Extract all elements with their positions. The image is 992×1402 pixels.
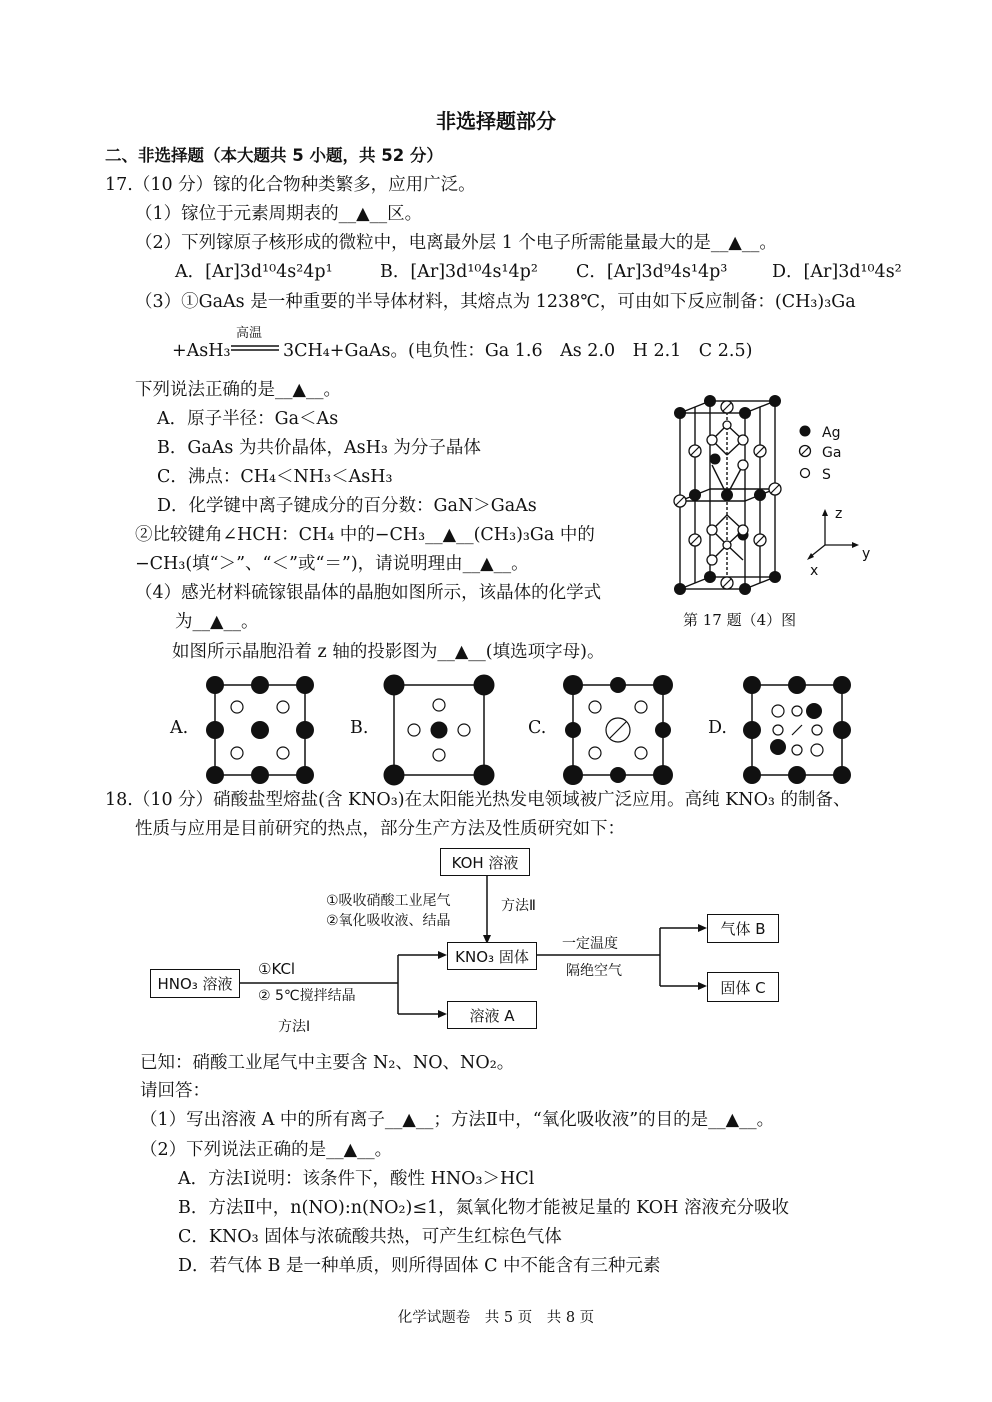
flow-solution-a-box: 溶液 A xyxy=(447,1001,537,1029)
q17-equation-right: 3CH₄+GaAs。(电负性：Ga 1.6 As 2.0 H 2.1 C 2.5) xyxy=(283,341,753,361)
q17-p2-option-d: D．[Ar]3d¹⁰4s² xyxy=(772,262,902,282)
q17-stem: 17.（10 分）镓的化合物种类繁多，应用广泛。 xyxy=(105,175,476,195)
q17-p3-option-a: A．原子半径：Ga＜As xyxy=(157,409,339,429)
q17-part2: （2）下列镓原子核形成的微粒中，电离最外层 1 个电子所需能量最大的是__▲__。 xyxy=(135,233,777,253)
q17-part4-formula: 为__▲__。 xyxy=(175,612,259,632)
proj-option-d-letter: D. xyxy=(708,718,727,738)
q18-p2-option-a: A．方法Ⅰ说明：该条件下，酸性 HNO₃＞HCl xyxy=(178,1169,535,1189)
flow-hno3-box: HNO₃ 溶液 xyxy=(150,969,240,998)
q17-p3-option-c: C．沸点：CH₄＜NH₃＜AsH₃ xyxy=(157,467,393,487)
flow-step-absorb: ①吸收硝酸工业尾气 xyxy=(326,893,451,909)
flow-kno3-box: KNO₃ 固体 xyxy=(447,942,537,970)
flow-crystallize: ② 5℃搅拌结晶 xyxy=(258,988,356,1004)
q18-part1: （1）写出溶液 A 中的所有离子__▲__；方法Ⅱ中，“氧化吸收液”的目的是__▲__。 xyxy=(140,1110,775,1130)
flow-method-1: 方法Ⅰ xyxy=(278,1019,311,1035)
q18-known: 已知：硝酸工业尾气中主要含 N₂、NO、NO₂。 xyxy=(140,1053,515,1073)
q17-p2-option-c: C．[Ar]3d⁹4s¹4p³ xyxy=(576,262,728,282)
q18-answer-prompt: 请回答： xyxy=(140,1081,210,1101)
q17-part3-bond-angle-cont: −CH₃(填“＞”、“＜”或“＝”)，请说明理由__▲__。 xyxy=(135,554,529,574)
flow-koh-box: KOH 溶液 xyxy=(440,848,530,876)
proj-option-a-letter: A. xyxy=(170,718,189,738)
axis-y-label: y xyxy=(862,546,871,562)
q17-p2-option-a: A．[Ar]3d¹⁰4s²4p¹ xyxy=(175,262,333,282)
q18-p2-option-b: B．方法Ⅱ中，n(NO):n(NO₂)≤1，氮氧化物才能被足量的 KOH 溶液充分吸收 xyxy=(178,1198,789,1218)
flow-solid-c-box: 固体 C xyxy=(707,972,779,1002)
q18-p2-option-d: D．若气体 B 是一种单质，则所得固体 C 中不能含有三种元素 xyxy=(178,1256,661,1276)
q17-part3-intro: （3）①GaAs 是一种重要的半导体材料，其熔点为 1238℃，可由如下反应制备：(CH₃)₃Ga xyxy=(135,292,856,312)
q17-part3-bond-angle: ②比较键角∠HCH：CH₄ 中的−CH₃__▲__(CH₃)₃Ga 中的 xyxy=(135,525,595,545)
axis-z-label: z xyxy=(835,506,843,522)
axis-x-label: x xyxy=(810,563,819,579)
q17-p3-option-b: B．GaAs 为共价晶体，AsH₃ 为分子晶体 xyxy=(157,438,481,458)
legend-ga-label: Ga xyxy=(822,445,842,461)
section-header: 二、非选择题（本大题共 5 小题，共 52 分） xyxy=(105,146,443,165)
legend-s-label: S xyxy=(822,467,831,483)
page-footer: 化学试题卷 共 5 页 共 8 页 xyxy=(397,1310,595,1326)
q18-stem-line2: 性质与应用是目前研究的热点，部分生产方法及性质研究如下： xyxy=(135,819,625,839)
flow-heat-temp: 一定温度 xyxy=(562,936,618,952)
q17-part1: （1）镓位于元素周期表的__▲__区。 xyxy=(135,204,423,224)
flow-gas-b-box: 气体 B xyxy=(707,914,779,943)
flow-heat-no-air: 隔绝空气 xyxy=(566,963,622,979)
page-title: 非选择题部分 xyxy=(436,109,556,133)
proj-option-c-letter: C. xyxy=(528,718,547,738)
flow-kcl: ①KCl xyxy=(258,960,296,978)
q18-part2: （2）下列说法正确的是__▲__。 xyxy=(140,1140,393,1160)
q18-p2-option-c: C．KNO₃ 固体与浓硫酸共热，可产生红棕色气体 xyxy=(178,1227,562,1247)
figure-caption: 第 17 题（4）图 xyxy=(683,611,797,629)
q17-reaction-condition: 高温 xyxy=(236,326,263,341)
q17-part4-intro: （4）感光材料硫镓银晶体的晶胞如图所示，该晶体的化学式 xyxy=(135,583,602,603)
proj-option-b-letter: B. xyxy=(350,718,369,738)
q17-p2-option-b: B．[Ar]3d¹⁰4s¹4p² xyxy=(380,262,538,282)
flow-method-2: 方法Ⅱ xyxy=(501,898,536,914)
legend-ag-label: Ag xyxy=(822,425,841,441)
flow-step-oxidize: ②氧化吸收液、结晶 xyxy=(326,913,451,929)
q17-equation-left: +AsH₃ xyxy=(172,341,231,361)
q17-part3-question: 下列说法正确的是__▲__。 xyxy=(135,380,341,400)
q18-stem-line1: 18.（10 分）硝酸盐型熔盐(含 KNO₃)在太阳能光热发电领域被广泛应用。高纯 KNO₃ 的制备、 xyxy=(105,790,851,810)
q17-part4-projection: 如图所示晶胞沿着 z 轴的投影图为__▲__(填选项字母)。 xyxy=(172,642,605,662)
q17-p3-option-d: D．化学键中离子键成分的百分数：GaN＞GaAs xyxy=(157,496,537,516)
